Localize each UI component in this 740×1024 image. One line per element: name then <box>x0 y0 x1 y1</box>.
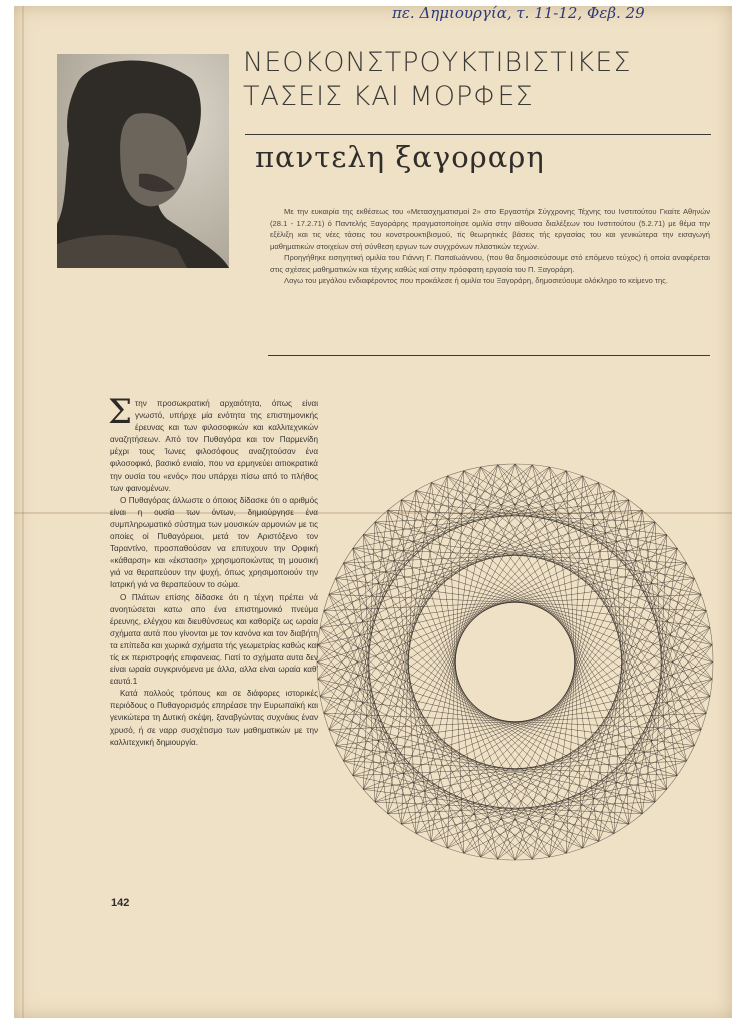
body-paragraph-text: την προσωκρατική αρχαιότητα, όπως είναι γνωστό, υπήρχε μία ενότητα της επιστημονικής έρευνας και των φιλοσοφικών και καλλιτεχνικών αναζητήσεων. Από τον Πυθαγόρα και τον Παρμενίδη μέχρι τους Ίωνες φιλοσόφους αναζητούσαν ένα φιλοσοφικό, βασικό ενιαίο, που να ερμηνεύει αιτιοκρατικά την ουσία του «ενός» που υπάρχει πίσω από το πλήθος των φαινομένων. <box>110 399 318 493</box>
body-paragraph: Ο Πλάτων επίσης δίδασκε ότι η τέχνη πρέπει νά ανοητώσεται κατω απο ένα επιστημονικό πνεύμα έρευνης, ελέγχου και διευθύνσεως και καθορίζε ως ωραία σχήματα αυτά που γίνονται με τον κανόνα και τον διαβήτη τα επίπεδα και χωρικά σχήματα τής γεωμετρίας καθώς και τίς εκ περιστροφής επιφανειας. Γιατί το σχήματα αυτα δεν είναι ωραία συγκρινόμενα με άλλα, αλλα είναι ωραία καθ' εαυτά.1 <box>110 592 318 687</box>
title-line-1: ΝΕΟΚΟΝΣΤΡΟΥΚΤΙΒΙΣΤΙΚΕΣ <box>243 47 632 78</box>
title-line-2: ΤΑΣΕΙΣ ΚΑΙ ΜΟΡΦΕΣ <box>243 81 534 112</box>
intro-paragraph: Με την ευκαιρία της εκθέσεως του «Μετασχηματισμοί 2» στο Εργαστήρι Σύγχρονης Τέχνης του Ινστιτούτου Γκαίτε Αθηνών (28.1 - 17.2.71) ό Παντελής Ξαγοράρης πραγματοποίησε ομιλία στην αίθουσα διαλέξεων του Ινστιτούτου (5.2.71) με θέμα την εξέλιξη και τις νέες τάσεις του κονστρουκτιβισμού, τίς θεωρητικές βάσεις τής εργασίας του και γενικώτερα την εισαγωγή μαθηματικών στοιχείων στή σύνθεση εργων των συγχρόνων πλαστικών τεχνών. <box>270 207 710 251</box>
article-body <box>108 392 318 749</box>
intro-rule <box>268 355 710 356</box>
body-paragraph <box>108 392 318 495</box>
geometric-string-art <box>314 460 716 864</box>
handwritten-citation: πε. Δημιουργία, τ. 11-12, Φεβ. 29 <box>392 4 645 22</box>
article-title <box>243 46 713 114</box>
intro-paragraph: Λογω του μεγάλου ενδιαφέροντος που προκάλεσε ή ομιλία του Ξαγοράρη, δημοσιεύουμε ολόκληρο το κείμενο της. <box>284 276 668 285</box>
body-paragraph: Ο Πυθαγόρας άλλωστε ο όποιος δίδασκε ότι ο αριθμός είναι η ουσία των όντων, δημιούργησε ένα συμπληρωματικό σύστημα των μουσικών αρμονιών με τις οποίες οί Πυθαγόρειοι, μετά τον Αριστόξενο τον Ταραντίνο, προσπαθούσαν να επιτυχουν την Ορφική «κάθαρση» και «έκσταση» χρησιμοποιώντας τη μουσική γιά να θεραπεύουν την ψυχή, όπως χρησιμοποιούν την Ιατρική γιά να θεραπεύουν το σώμα. <box>110 495 318 590</box>
intro-block <box>270 206 710 287</box>
intro-paragraph: Προηγήθηκε εισηγητική ομιλία του Γιάννη Γ. Παπαϊωάννου, (που θα δημοσιεύσουμε στό επόμενο τεύχος) ή οποία αναφέρεται στις σχέσεις μαθηματικών και τέχνης καθώς καί στην πρόσφατη εργασία του Π. Ξαγοράρη. <box>270 253 710 274</box>
author-portrait <box>57 54 229 268</box>
author-name: παντελη ξαγοραρη <box>255 140 545 174</box>
page-number: 142 <box>111 897 130 909</box>
drop-cap: Σ <box>108 392 133 432</box>
fold-crease-vertical <box>22 6 24 1018</box>
portrait-image <box>57 54 229 268</box>
body-paragraph: Κατά πολλούς τρόπους και σε διάφορες ιστορικές περιόδους ο Πυθαγορισμός επηρέασε την Ευρωπαϊκή και γενικώτερα τη Δυτική σκέψη, ξαναβγώντας συχνάκις έναν χρυσό, ή σε ναρρ συσχέτισμο των μαθηματικών με την καλλιτεχνική δημιουργία. <box>110 689 318 747</box>
string-art-figure <box>314 460 716 864</box>
title-rule <box>245 134 711 135</box>
